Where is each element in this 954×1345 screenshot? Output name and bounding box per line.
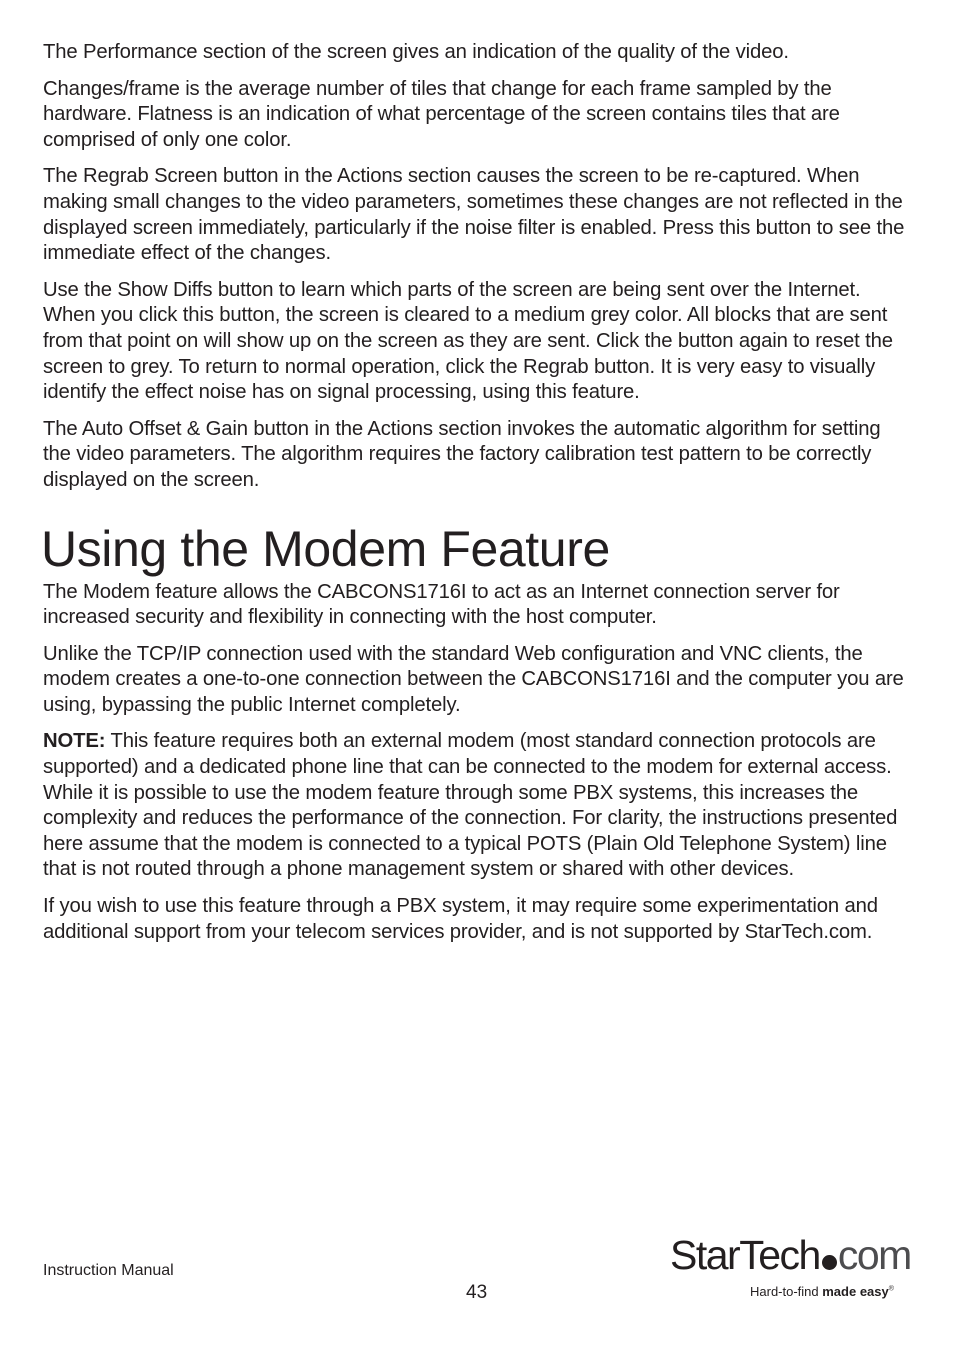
regrab-screen-paragraph: The Regrab Screen button in the Actions section causes the screen to be re-captured. When making small changes to the video parameters, sometimes these changes are not reflected in the displayed screen immediately, particularly if the noise filter is enabled. Press this button to see the immediate effect of the changes. bbox=[43, 165, 905, 265]
note-text: This feature requires both an external modem (most standard connection protocols are supported) and a dedicated phone line that can be connected to the modem for external access. While it is possible to use the modem feature through some PBX systems, this increases the complexity and reduces the performance of the connection. For clarity, the instructions presented here assume that the modem is connected to a typical POTS (Plain Old Telephone System) line that is not routed through a phone management system or shared with other devices. bbox=[43, 730, 898, 881]
logo-wordmark bbox=[670, 1232, 911, 1278]
page-content bbox=[43, 40, 909, 956]
pbx-paragraph: If you wish to use this feature through a PBX system, it may require some experimentation and additional support from your telecom services provider, and is not supported by StarTech.com. bbox=[43, 895, 878, 943]
logo-word-end: com bbox=[837, 1232, 911, 1278]
page-number: 43 bbox=[466, 1282, 488, 1303]
logo-tagline bbox=[750, 1284, 894, 1299]
changes-frame-paragraph: Changes/frame is the average number of tiles that change for each frame sampled by the hardware. Flatness is an indication of what percentage of the screen contains tiles that are comprised of only one color. bbox=[43, 77, 840, 151]
section-heading: Using the Modem Feature bbox=[41, 520, 610, 577]
performance-paragraph: The Performance section of the screen gives an indication of the quality of the video. bbox=[43, 41, 789, 63]
note-label: NOTE: bbox=[43, 730, 106, 753]
show-diffs-paragraph: Use the Show Diffs button to learn which parts of the screen are being sent over the Internet. When you click this button, the screen is cleared to a medium grey color. All blocks that are sent from that point on will show up on the screen as they are sent. Click the button again to reset the screen to grey. To return to normal operation, click the Regrab button. It is very easy to visually identify the effect noise has on signal processing, using this feature. bbox=[43, 278, 893, 404]
logo-dot-icon bbox=[822, 1255, 837, 1270]
startech-logo bbox=[670, 1232, 910, 1302]
logo-word-start: StarTech bbox=[670, 1232, 820, 1278]
logo-registered-mark: ® bbox=[888, 1285, 894, 1293]
modem-intro-paragraph: The Modem feature allows the CABCONS1716I to act as an Internet connection server for increased security and flexibility in connecting with the host computer. bbox=[43, 580, 840, 629]
note-paragraph bbox=[43, 729, 909, 883]
footer-manual-label: Instruction Manual bbox=[43, 1262, 174, 1279]
modem-tcpip-paragraph: Unlike the TCP/IP connection used with the standard Web configuration and VNC clients, the modem creates a one-to-one connection between the CABCONS1716I and the computer you are using, bypassing the public Internet completely. bbox=[43, 642, 904, 716]
logo-tagline-plain: Hard-to-find bbox=[750, 1284, 823, 1299]
auto-offset-paragraph: The Auto Offset & Gain button in the Actions section invokes the automatic algorithm for setting the video parameters. The algorithm requires the factory calibration test pattern to be correctly displayed on the screen. bbox=[43, 417, 881, 491]
logo-tagline-bold: made easy bbox=[822, 1284, 889, 1299]
